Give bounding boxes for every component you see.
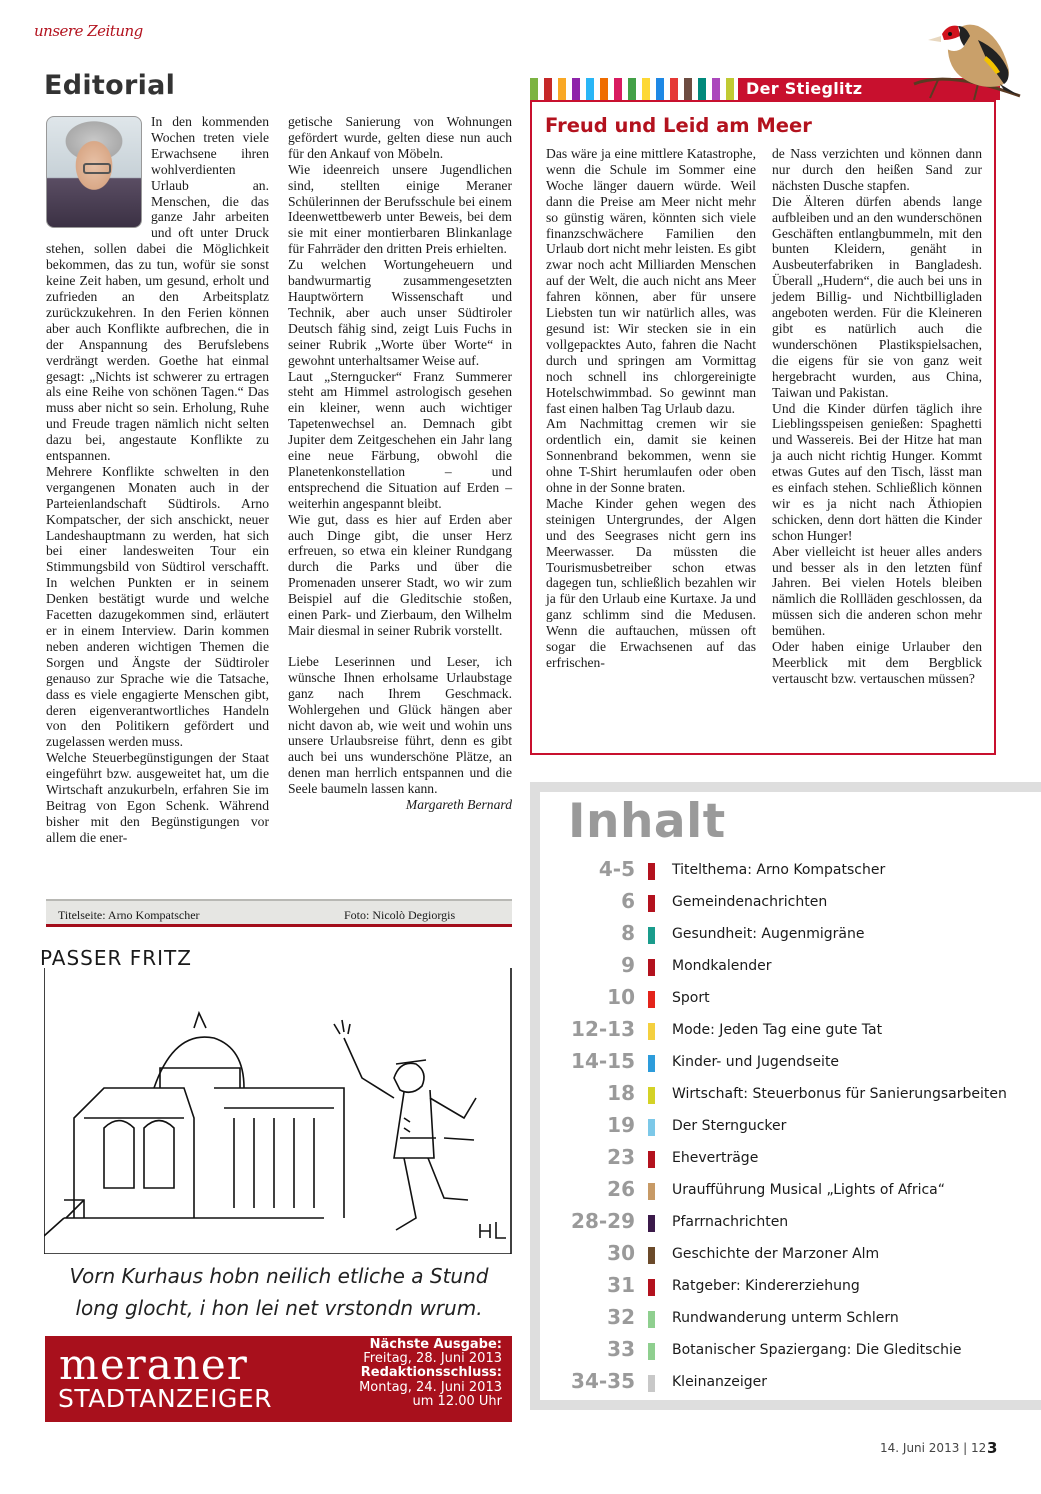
author-portrait: [46, 116, 142, 228]
color-stripe: [600, 78, 608, 100]
toc-row: [560, 953, 1040, 985]
toc-label: Rundwanderung unterm Schlern: [672, 1310, 899, 1326]
next-issue-date: Freitag, 28. Juni 2013: [363, 1351, 502, 1367]
toc-page-number: 28-29: [571, 1209, 635, 1233]
masthead-box: [45, 1336, 512, 1422]
photo-credit: Foto: Nicolò Degiorgis: [344, 908, 456, 922]
editorial-title: Editorial: [44, 70, 176, 101]
paragraph: Oder haben einige Urlauber den Meerblick mit dem Bergblick vertauscht bzw. vertauschen müssen?: [772, 639, 982, 686]
toc-color-marker: [648, 1343, 655, 1360]
toc-label: Mondkalender: [672, 958, 772, 974]
cover-credit: Titelseite: Arno Kompatscher: [58, 908, 200, 922]
color-stripe: [558, 78, 566, 100]
toc-color-marker: [648, 1215, 655, 1232]
toc-label: Botanischer Spaziergang: Die Gleditschie: [672, 1342, 962, 1358]
stieglitz-column-1: [546, 146, 756, 671]
toc-color-marker: [648, 927, 655, 944]
paragraph: Mache Kinder gehen wegen des steinigen Untergrundes, der Algen und des Seegrases nicht gern ins Meerwasser. Da müssten die Tourismusbetreiber schon etwas dagegen tun, schließlich bezahlen wir ja für den Urlaub eine Kurtaxe. Ja und ganz schlimm sind die Medusen. Wenn die auftauchen, müssen oft sogar die Erwachsenen auf das erfrischen-: [546, 495, 756, 670]
toc-color-marker: [648, 895, 655, 912]
author-signature: Margareth Bernard: [405, 797, 512, 813]
toc-label: Uraufführung Musical „Lights of Africa“: [672, 1182, 945, 1198]
toc-page-number: 10: [607, 985, 635, 1009]
color-stripe: [684, 78, 692, 100]
color-stripe: [726, 78, 734, 100]
next-issue-label: Nächste Ausgabe:: [369, 1337, 502, 1352]
toc-row: [560, 1209, 1040, 1241]
color-stripe: [670, 78, 678, 100]
toc-label: Gemeindenachrichten: [672, 894, 828, 910]
toc-row: [560, 1305, 1040, 1337]
toc-row: [560, 985, 1040, 1017]
toc-label: Geschichte der Marzoner Alm: [672, 1246, 880, 1262]
deadline-time: um 12.00 Uhr: [412, 1393, 502, 1409]
paragraph: Aber vielleicht ist heuer alles anders und besser als in den letzten fünf Jahren. Bei vielen Hotels bleiben nämlich die Rollläden geschlossen, da müssen sich die anderen schon mehr bemühen.: [772, 543, 982, 639]
toc-label: Ratgeber: Kindererziehung: [672, 1278, 860, 1294]
toc-row: [560, 857, 1040, 889]
cartoon-drawing: [44, 968, 512, 1254]
publication-logo: unsere Zeitung: [34, 22, 143, 40]
toc-label: Kinder- und Jugendseite: [672, 1054, 840, 1070]
paragraph: Liebe Leserinnen und Leser, ich wünsche Ihnen erholsame Urlaubstage ganz nach Ihrem Geschmack. Wohlergehen und Glück hängen aber nicht davon ab, wie weit und wohin uns unsere Urlaubsreise führt, denn es gibt auch bei uns wunderschöne Plätze, an denen man herrlich entspannen und die Seele baumeln lassen kann.: [288, 653, 512, 797]
toc-page-number: 18: [607, 1081, 635, 1105]
stieglitz-column-2: [772, 146, 982, 687]
masthead-subtitle: STADTANZEIGER: [58, 1384, 273, 1413]
toc-label: Sport: [672, 990, 710, 1006]
toc-row: [560, 1081, 1040, 1113]
toc-row: [560, 1017, 1040, 1049]
masthead-name: meraner: [59, 1340, 248, 1389]
toc-color-marker: [648, 1279, 655, 1296]
cover-credits: [46, 899, 512, 927]
color-stripe: [642, 78, 650, 100]
toc-row: [560, 1177, 1040, 1209]
toc-row: [560, 1049, 1040, 1081]
editorial-column-1: [46, 114, 269, 846]
paragraph: Am Nachmittag cremen wir sie ordentlich ein, damit sie keinen Sonnenbrand bekommen, wenn sie ohne T-Shirt herumlaufen oder oben ohne in der Sonne braten.: [546, 416, 756, 496]
stieglitz-headline: Freud und Leid am Meer: [545, 114, 812, 137]
paragraph: getische Sanierung von Wohnungen gefördert wurde, gelten diese nun auch für den Ankauf von Möbeln.: [288, 114, 512, 161]
caption-line: long glocht, i hon lei net vrstondn wrum.: [75, 1296, 483, 1320]
toc-color-marker: [648, 1183, 655, 1200]
toc-row: [560, 1241, 1040, 1273]
toc-label: Mode: Jeden Tag eine gute Tat: [672, 1022, 883, 1038]
color-stripe: [712, 78, 720, 100]
toc-label: Gesundheit: Augenmigräne: [672, 926, 865, 942]
toc-page-number: 9: [621, 953, 635, 977]
column-tab: Der Stieglitz: [738, 78, 1000, 100]
paragraph: de Nass verzichten und können dann nur durch den heißen Sand zur nächsten Dusche stapfen.: [772, 146, 982, 193]
toc-label: Pfarrnachrichten: [672, 1214, 789, 1230]
toc-row: [560, 921, 1040, 953]
toc-page-number: 14-15: [571, 1049, 635, 1073]
color-stripe-bar: [530, 78, 754, 100]
paragraph: In den kommenden Wochen treten viele Erwachsene ihren wohlverdienten Urlaub an. Menschen, die das ganze Jahr arbeiten und oft unter Druck stehen, sollen dabei die Möglichkeit bekommen, das zu tun, wofür sie sonst keine Zeit haben, um gesund, erholt und zufrieden an den Arbeitsplatz zurückzukehren. In den Ferien können aber auch Konflikte aufbrechen, die in der Anspannung des Berufslebens verdrängt werden. Goethe hat einmal gesagt: „Nichts ist schwerer zu ertragen als eine Reihe von schönen Tagen.“ Das muss aber nicht so sein. Erholung, Ruhe und Freude tragen nämlich nicht selten dazu bei, angestaute Konflikte zu entspannen.: [46, 114, 269, 464]
deadline-label: Redaktionsschluss:: [360, 1365, 502, 1381]
color-stripe: [656, 78, 664, 100]
toc-page-number: 12-13: [571, 1017, 635, 1041]
toc-page-number: 19: [607, 1113, 635, 1137]
color-stripe: [530, 78, 538, 100]
paragraph: Die Älteren dürfen abends lange aufbleiben und an den wunderschönen Geschäften entlangbummeln, mit den bunten Kleidern, genäht in Ausbeuterfabriken in Bangladesh. Überall „Hudern“, die auch bei uns in jedem Billig- und Nichtbilligladen angeboten werden. Für die Kleineren gibt es natürlich auch die wunderschönen Plastikspielsachen, die eigens für sie von ganz weit hergebracht wurden, aus China, Taiwan und Pakistan.: [772, 193, 982, 400]
toc-title: Inhalt: [568, 794, 726, 849]
toc-color-marker: [648, 1119, 655, 1136]
toc-page-number: 31: [607, 1273, 635, 1297]
toc-page-number: 23: [607, 1145, 635, 1169]
toc-row: [560, 1337, 1040, 1369]
toc-row: [560, 889, 1040, 921]
toc-row: [560, 1273, 1040, 1305]
toc-label: Eheverträge: [672, 1150, 759, 1166]
table-of-contents: [560, 857, 1040, 1401]
paragraph: Zu welchen Wortungeheuern und bandwurmartig zusammengesetzten Hauptwörtern Wissenschaft und Technik, aber auch unser Südtiroler Deutsch fähig sind, zeigt Luis Fuchs in seiner Rubrik „Worte über Worte“ in gewohnt unterhaltsamer Weise auf.: [288, 257, 512, 368]
toc-color-marker: [648, 1311, 655, 1328]
paragraph: Wie ideenreich unsere Jugendlichen sind, stellten einige Meraner Schülerinnen der Berufsschule bei einem Ideenwettbewerb unter Beweis, bei dem sie mit einer montierbaren Blinkanlage für Fahrräder den dritten Preis erhielten.: [288, 161, 512, 257]
toc-page-number: 30: [607, 1241, 635, 1265]
editorial-column-2: [288, 114, 512, 813]
deadline-date: Montag, 24. Juni 2013: [359, 1379, 502, 1395]
toc-page-number: 32: [607, 1305, 635, 1329]
toc-page-number: 4-5: [598, 857, 635, 881]
page-number: 3: [987, 1439, 998, 1457]
goldfinch-icon: [908, 10, 1026, 102]
toc-page-number: 8: [621, 921, 635, 945]
caption-line: Vorn Kurhaus hobn neilich etliche a Stund: [69, 1264, 489, 1288]
toc-row: [560, 1145, 1040, 1177]
toc-page-number: 33: [607, 1337, 635, 1361]
toc-color-marker: [648, 991, 655, 1008]
toc-color-marker: [648, 1055, 655, 1072]
toc-row: [560, 1369, 1040, 1401]
paragraph: Welche Steuerbegünstigungen der Staat eingeführt bzw. ausgeweitet hat, um die Wirtschaft anzukurbeln, erfahren Sie im Beitrag von Egon Schenk. Während bisher mit den Begünstigungen vor allem die ener-: [46, 750, 269, 845]
toc-label: Wirtschaft: Steuerbonus für Sanierungsarbeiten: [672, 1086, 1007, 1102]
paragraph: Wie gut, dass es hier auf Erden aber auch Dinge gibt, die unser Herz erfreuen, so etwa ein kleiner Rundgang durch die Parks und über die Promenaden unserer Stadt, wo wir zum Beispiel auf die Gleditschie stoßen, einen Park- und Zierbaum, den Wilhelm Mair diesmal in seiner Rubrik vorstellt.: [288, 511, 512, 638]
toc-label: Titelthema: Arno Kompatscher: [672, 862, 886, 878]
next-issue-info: [359, 1338, 502, 1409]
toc-color-marker: [648, 1247, 655, 1264]
paragraph: Laut „Sterngucker“ Franz Summerer steht am Himmel astrologisch gesehen ein kleiner, wenn auch wichtiger Tapetenwechsel an. Demnach gibt Jupiter dem Zeitgeschehen ein Jahr lang eine neue Färbung, obwohl die Planetenkonstellation – und entsprechend die Situation auf Erden – weiterhin angespannt bleibt.: [288, 368, 512, 511]
color-stripe: [614, 78, 622, 100]
toc-page-number: 34-35: [571, 1369, 635, 1393]
toc-page-number: 6: [621, 889, 635, 913]
color-stripe: [586, 78, 594, 100]
paragraph: Mehrere Konflikte schwelten in den vergangenen Monaten auch in der Parteienlandschaft Südtirols. Arno Kompatscher, der sich anschickt, neuer Landeshauptmann zu werden, hat sich bei einer landesweiten Tour ein Stimmungsbild von Südtirol verschafft. In welchen Punkten er in seinem Denken bestätigt wurde und welche Facetten dazugekommen sind, erläutert er in einem Interview. Darin kommen neben anderen wichtigen Themen die Sorgen und Ängste der Südtiroler genauso zur Sprache wie die Tatsache, dass es viele engagierte Menschen gibt, deren eigenverantwortliches Handeln von den Politikern gefördert und zugelassen werden muss.: [46, 463, 269, 750]
toc-color-marker: [648, 1023, 655, 1040]
cartoon-title: PASSER FRITZ: [40, 946, 192, 970]
toc-color-marker: [648, 1087, 655, 1104]
color-stripe: [698, 78, 706, 100]
toc-page-number: 26: [607, 1177, 635, 1201]
toc-color-marker: [648, 959, 655, 976]
color-stripe: [544, 78, 552, 100]
issue-date: 14. Juni 2013 | 12: [880, 1441, 987, 1455]
toc-label: Der Sterngucker: [672, 1118, 787, 1134]
toc-color-marker: [648, 1375, 655, 1392]
color-stripe: [628, 78, 636, 100]
toc-color-marker: [648, 863, 655, 880]
paragraph: Und die Kinder dürfen täglich ihre Lieblingsspeisen genießen: Spaghetti und Wassereis. Bei der Hitze hat man ja auch nicht richtig Hunger. Kommt etwas Gutes auf den Tisch, lässt man es einfach stehen. Schließlich können wir es ja nicht nach Äthiopien schicken, denn dort hätten die Kinder schon Hunger!: [772, 400, 982, 543]
toc-row: [560, 1113, 1040, 1145]
toc-color-marker: [648, 1151, 655, 1168]
toc-label: Kleinanzeiger: [672, 1374, 768, 1390]
cartoon-caption: [46, 1260, 512, 1324]
color-stripe: [572, 78, 580, 100]
paragraph: Das wäre ja eine mittlere Katastrophe, wenn die Schule im Sommer eine Woche länger dauern würde. Weil dann die Preise am Meer nicht mehr so günstig wären, könnten sich viele finanzschwächere Familien den Urlaub dort nicht mehr leisten. Es gibt zwar noch acht Milliarden Menschen auf der Welt, die auch nicht ans Meer fahren können, aber für unsere Liebsten tun wir natürlich alles, was gesund ist: Wir stecken sie in ein vollgepacktes Auto, fahren die Nacht durch und springen am Vormittag noch schnell ins chlorgereinigte Hotelschwimmbad. So gewinnt man fast einen halben Tag Urlaub dazu.: [546, 146, 756, 416]
